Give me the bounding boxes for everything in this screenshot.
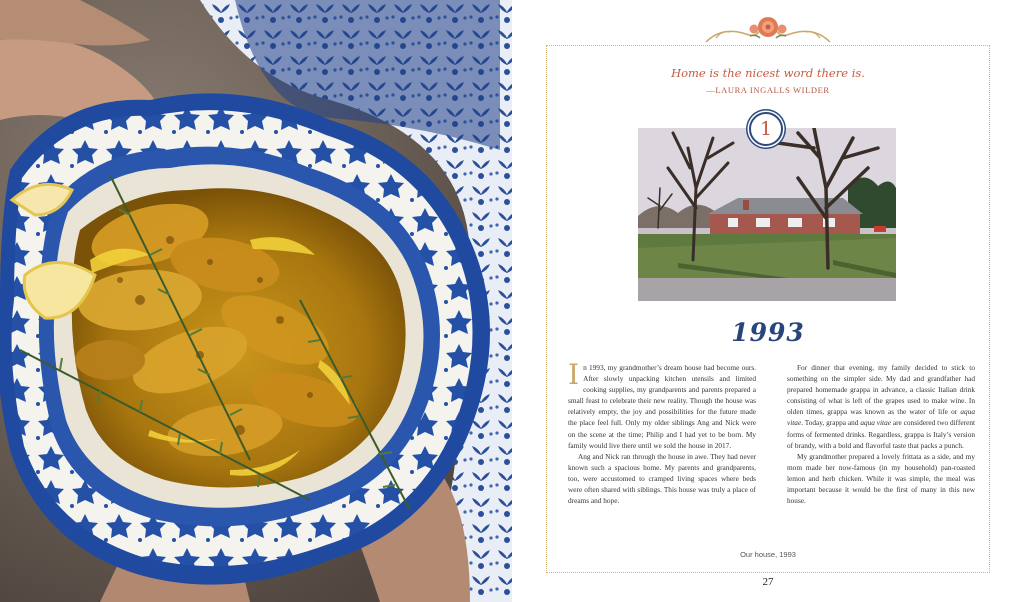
house-1993-illustration [638, 128, 896, 301]
paragraph-text: . Today, grappa and [801, 418, 861, 428]
epigraph-author: —LAURA INGALLS WILDER [706, 85, 830, 95]
chapter-number-badge [749, 112, 783, 146]
photo-caption: Our house, 1993 [740, 550, 796, 559]
text-page [512, 0, 1024, 602]
paragraph: My grandmother prepared a lovely frittata as a side, and my mom made her now-famous (in my household) pan-roasted lemon and herb chicken. While it was simple, the meal was important because it would be the first of many in this new house. [787, 451, 975, 506]
house-photo [638, 128, 896, 301]
italic-term: aqua vitae [787, 407, 975, 428]
drop-cap: I [568, 358, 580, 391]
paragraph-text: n 1993, my grandmother’s dream house had become ours. After slowly unpacking kitchen utensils and limited cooking supplies, my grandparents and parents prepared a small feast to celebrate their new reality. Though the house was relatively empty, the joy and possibilities for the future made the place feel full. Only my older siblings Ang and Nick were on the scene at the time; Philip and I had yet to be born. My family would live there until we sold the house in 2017. [568, 363, 756, 450]
floral-flourish-icon [702, 12, 834, 46]
body-column-right [787, 362, 975, 506]
italic-term: aqua vitae [860, 418, 891, 428]
paragraph [787, 362, 975, 451]
paragraph-text: For dinner that evening, my family decided to stick to something on the simpler side. My dad and grandfather had prepared homemade grappa in advance, a classic Italian drink consisting of what is left of the grapes used to make wine. In olden times, grappa was known as the water of life or [787, 363, 975, 417]
paragraph [568, 358, 756, 451]
chapter-year-heading: 1993 [731, 318, 805, 347]
paragraph-text: are considered two different forms of fermented drinks. Regardless, grappa is Italy’s version of brandy, with a bold and flavorful taste that packs a punch. [787, 418, 975, 450]
chapter-number: 1 [759, 117, 773, 140]
body-column-left [568, 358, 756, 506]
page-number: 27 [762, 576, 774, 588]
paragraph: Ang and Nick ran through the house in awe. They had never known such a spacious home. My parents and grandparents, too, were accustomed to cramped living spaces where beds were often shared with siblings. This house was truly a place of dreams and hope. [568, 451, 756, 506]
epigraph-quote: Home is the nicest word there is. [671, 66, 865, 80]
